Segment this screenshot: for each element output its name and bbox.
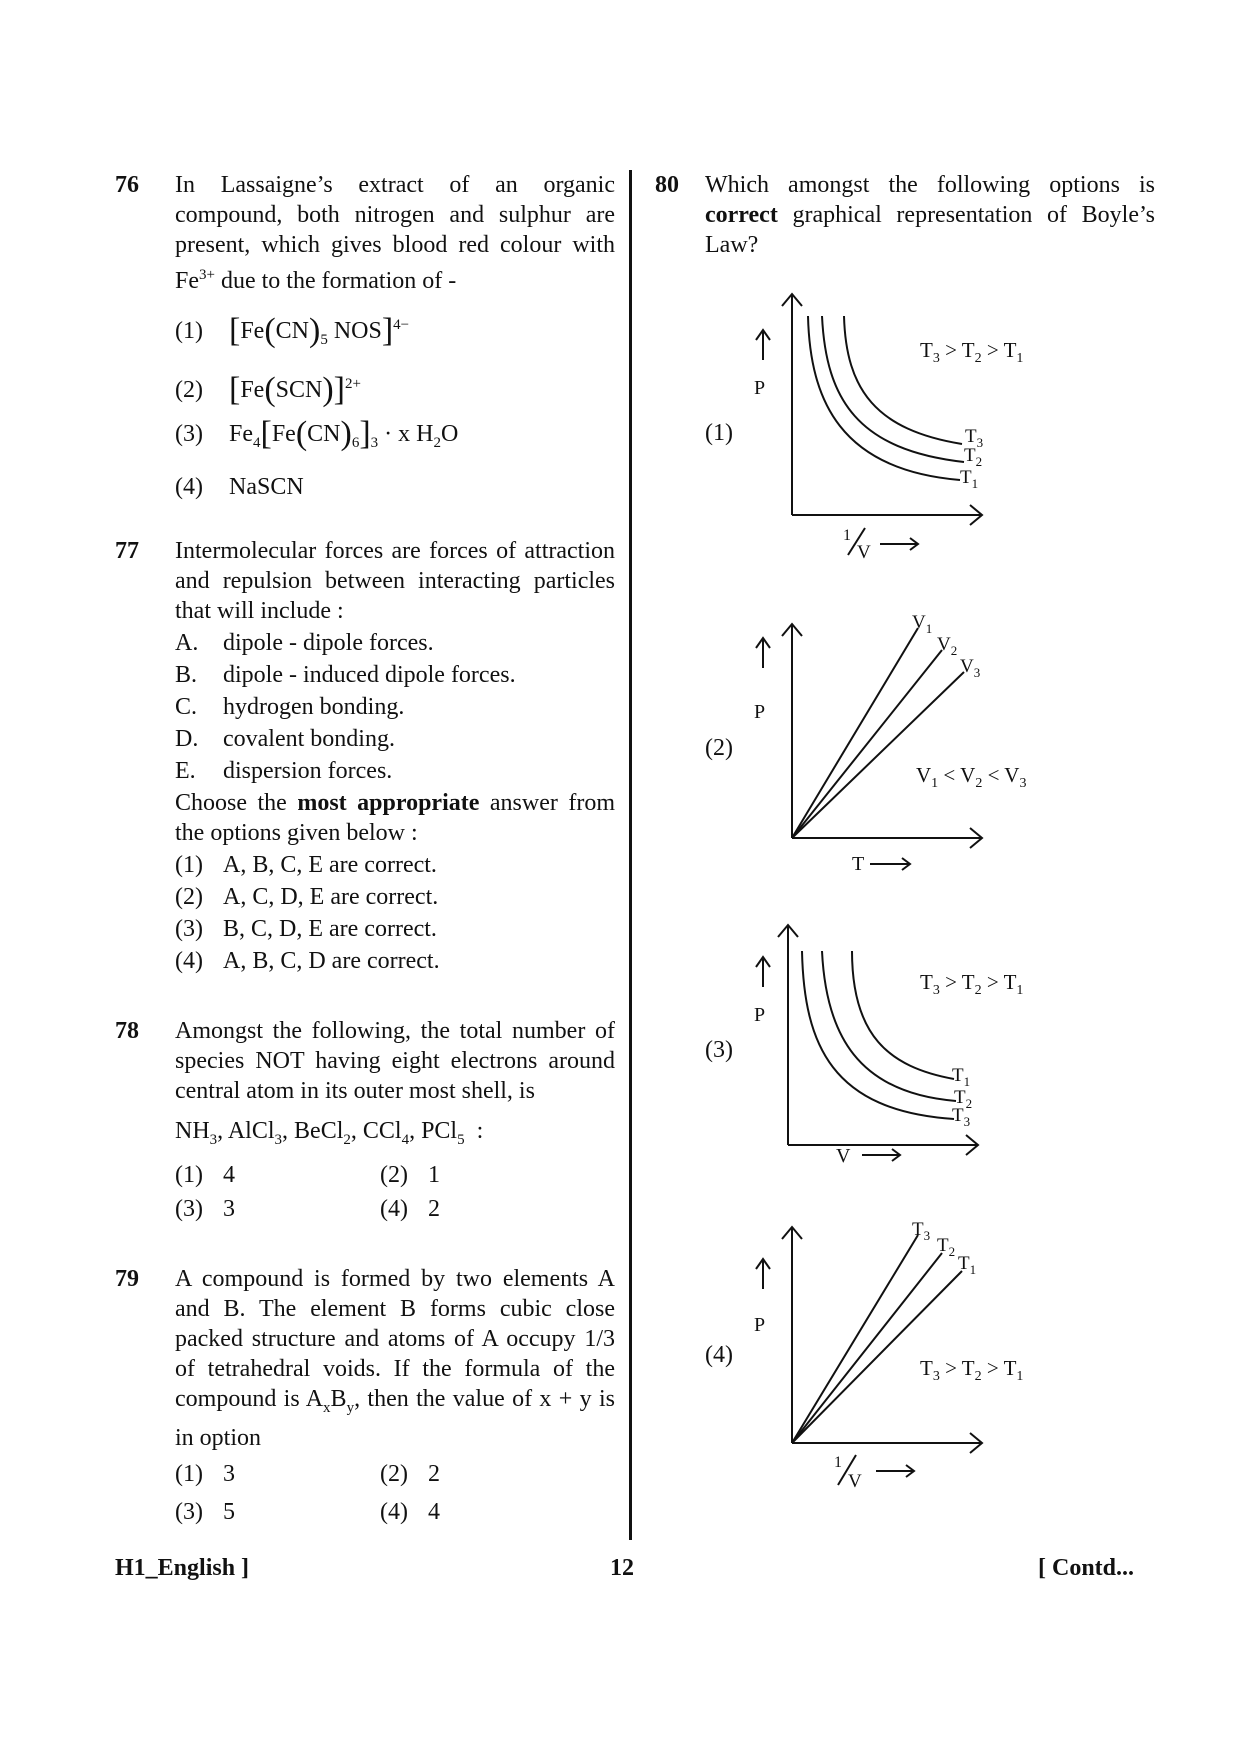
option-4: (4) A, B, C, D are correct. (175, 947, 440, 974)
p-label: P (754, 701, 766, 723)
line-v3 (792, 672, 964, 838)
option-2: (2) A, C, D, E are correct. (175, 883, 439, 910)
graph-label-1: (1) (705, 420, 733, 446)
list-item: C. hydrogen bonding. (175, 693, 405, 720)
curve-t1 (852, 951, 954, 1079)
question-number: 77 (115, 537, 139, 564)
graph-label-3: (3) (705, 1037, 733, 1063)
options-grid (175, 1459, 615, 1527)
options-grid (175, 1160, 615, 1224)
option-3: (3) 3 (175, 1196, 235, 1223)
curve-label-t3: $T_3$ (965, 426, 984, 450)
one-label: 1 (843, 527, 851, 544)
formula: $[Fe(SCN)]^{2+}$ (229, 370, 361, 408)
formula: $Fe_4[Fe(CN)_6]_3 \cdot x$ $H_2O$ (229, 414, 459, 452)
curve-t3 (844, 316, 962, 444)
question-79 (115, 1264, 615, 1527)
option-2: (2) $[Fe(SCN)]^{2+}$ (175, 370, 361, 408)
p-label: P (754, 377, 766, 399)
line-label-t2: $T_2$ (937, 1235, 956, 1259)
graph-label-4: (4) (705, 1342, 733, 1368)
curve-t1 (808, 316, 960, 480)
line-label-v2: $V_2$ (937, 634, 958, 658)
graph-4 (740, 1215, 1024, 1500)
question-stem: Amongst the following, the total number of species NOT having eight electrons around central atom in its outer most shell, is (175, 1017, 615, 1104)
question-number: 78 (115, 1017, 139, 1044)
temp-order-label: $T_3 > T_2 > T_1$ (920, 970, 1024, 998)
curve-label-t2: $T_2$ (964, 445, 983, 469)
species-list: $NH_3$, AlCl$_3$, BeCl$_2$, CCl$_4$, PCl$_5$ : (175, 1117, 484, 1148)
line-label-v1: $V_1$ (912, 612, 933, 636)
line-v2 (792, 650, 942, 838)
line-v1 (792, 628, 918, 838)
question-78 (115, 1016, 615, 1225)
p-label: P (754, 1004, 766, 1026)
line-t3 (792, 1235, 918, 1443)
curve-label-t1: $T_1$ (960, 467, 979, 491)
list-item: A. dipole - dipole forces. (175, 629, 434, 656)
line-label-v3: $V_3$ (960, 656, 981, 680)
line-t1 (792, 1271, 962, 1443)
footer-left: H1_English ] (115, 1555, 250, 1581)
graph-2 (740, 600, 1027, 880)
curve-label-t3: $T_3$ (952, 1105, 971, 1129)
temp-order-label: $T_3 > T_2 > T_1$ (920, 1356, 1024, 1384)
line-t2 (792, 1253, 942, 1443)
v-label: V (857, 542, 871, 563)
list-item: E. dispersion forces. (175, 757, 393, 784)
line-label-t1: $T_1$ (958, 1253, 977, 1277)
question-stem: Which amongst the following options is correct graphical representation of Boyle’s Law? (705, 172, 1155, 258)
question-number: 79 (115, 1266, 139, 1293)
temp-order-label: $T_3 > T_2 > T_1$ (920, 338, 1024, 366)
option-1: (1) 3 (175, 1461, 235, 1488)
option-4: (4) 4 (380, 1499, 440, 1526)
line-label-t3: $T_3$ (912, 1219, 931, 1243)
list-item: B. dipole - induced dipole forces. (175, 661, 516, 688)
volume-order-label: $V_1 < V_2 < V_3$ (916, 763, 1027, 791)
option-4: (4) 2 (380, 1196, 440, 1223)
option-1: (1) A, B, C, E are correct. (175, 851, 437, 878)
list-item: D. covalent bonding. (175, 725, 395, 752)
question-number: 80 (655, 172, 679, 198)
option-4: (4) NaSCN (175, 473, 304, 500)
option-3: (3) B, C, D, E are correct. (175, 915, 437, 942)
graph-1 (740, 290, 1024, 570)
question-76 (115, 170, 615, 502)
graph-3 (740, 915, 1024, 1195)
option-1: (1) [$Fe(CN)_5$ NOS]$^{4-}$ (175, 312, 410, 349)
option-3: (3) 5 (175, 1499, 235, 1526)
question-number: 76 (115, 172, 139, 198)
choose-instruction: Choose the most appropriate answer from the options given below : (175, 789, 616, 846)
question-77 (115, 536, 615, 976)
option-2: (2) 2 (380, 1461, 440, 1488)
column-divider (629, 170, 632, 1540)
option-2: (2) 1 (380, 1162, 440, 1189)
formula: [$Fe(CN)_5$ NOS]$^{4-}$ (229, 312, 410, 349)
graph-label-2: (2) (705, 735, 733, 761)
question-stem: In Lassaigne’s extract of an organic compound, both nitrogen and sulphur are present, which gives blood red colour with $Fe^{3+}$ due to the formation of - (175, 172, 615, 294)
curve-label-t2: $T_2$ (954, 1087, 973, 1111)
one-label: 1 (834, 1454, 842, 1471)
v-label: V (836, 1145, 851, 1167)
option-1: (1) 4 (175, 1162, 235, 1189)
left-column (115, 170, 615, 1527)
question-80 (655, 170, 1155, 260)
page-number: 12 (610, 1555, 634, 1581)
p-label: P (754, 1314, 766, 1336)
curve-label-t1: $T_1$ (952, 1065, 971, 1089)
question-stem: Intermolecular forces are forces of attraction and repulsion between interacting particles that will include : (175, 537, 615, 624)
question-stem: A compound is formed by two elements A and B. The element B forms cubic close packed structure and atoms of A occupy 1/3 of tetrahedral voids. If the formula of the compound is $A_xB_y$, then the value of x + y is in option (175, 1266, 615, 1452)
v-label: V (848, 1471, 862, 1492)
footer-right: [ Contd... (1038, 1555, 1135, 1581)
option-3: (3) $Fe_4[Fe(CN)_6]_3 \cdot x$ $H_2O$ (175, 414, 459, 452)
t-label: T (852, 853, 865, 875)
